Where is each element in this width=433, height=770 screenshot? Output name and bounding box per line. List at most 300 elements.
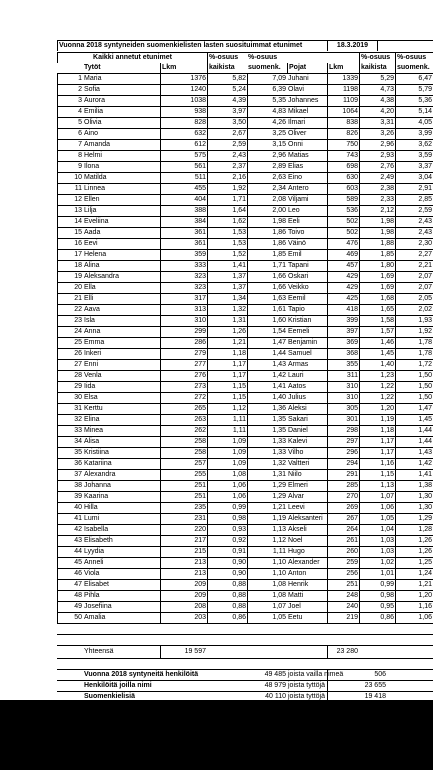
girl-pct-fi: 1,71 (247, 261, 287, 271)
rank: 32 (57, 415, 83, 425)
girl-count: 404 (160, 195, 207, 205)
boy-count: 240 (327, 602, 359, 612)
girl-count: 575 (160, 151, 207, 161)
boy-pct-all: 1,03 (359, 547, 395, 557)
boy-name: Lauri (288, 372, 304, 379)
girl-pct-fi: 3,15 (247, 140, 287, 150)
girl-count: 455 (160, 184, 207, 194)
rank: 50 (57, 613, 83, 623)
girl-name: Ellen (84, 196, 100, 203)
girl-pct-fi: 1,08 (247, 591, 287, 601)
rank: 23 (57, 316, 83, 326)
girl-pct-fi: 1,61 (247, 305, 287, 315)
rank: 19 (57, 272, 83, 282)
boy-count: 294 (327, 459, 359, 469)
girl-pct-all: 1,62 (207, 217, 247, 227)
girl-name: Pihla (84, 592, 100, 599)
table-row (57, 579, 433, 590)
boy-pct-fi: 1,93 (395, 316, 433, 326)
boy-pct-all: 5,29 (359, 74, 395, 84)
boy-count: 310 (327, 382, 359, 392)
girl-count: 323 (160, 272, 207, 282)
girl-pct-all: 1,64 (207, 206, 247, 216)
boy-pct-fi: 1,06 (395, 613, 433, 623)
girl-pct-fi: 2,63 (247, 173, 287, 183)
boy-count: 536 (327, 206, 359, 216)
table-row (57, 271, 433, 282)
boy-pct-fi: 2,43 (395, 217, 433, 227)
boy-pct-fi: 5,79 (395, 85, 433, 95)
boy-pct-fi: 5,14 (395, 107, 433, 117)
girl-pct-fi: 2,96 (247, 151, 287, 161)
girl-pct-fi: 1,36 (247, 404, 287, 414)
table-row (57, 491, 433, 502)
rank: 45 (57, 558, 83, 568)
girl-pct-fi: 1,29 (247, 492, 287, 502)
boy-name: Eemeli (288, 328, 310, 335)
rank: 15 (57, 228, 83, 238)
girl-pct-all: 1,11 (207, 415, 247, 425)
girl-pct-fi: 1,43 (247, 360, 287, 370)
girl-pct-fi: 1,35 (247, 426, 287, 436)
girl-name: Minea (84, 427, 104, 434)
girl-name: Alisa (84, 438, 100, 445)
table-row (57, 359, 433, 370)
boy-count: 219 (327, 613, 359, 623)
boy-name: Akseli (288, 526, 307, 533)
rank: 49 (57, 602, 83, 612)
girl-pct-fi: 1,41 (247, 382, 287, 392)
boy-pct-fi: 1,45 (395, 415, 433, 425)
girl-name: Aava (84, 306, 100, 313)
boy-pct-fi: 1,24 (395, 569, 433, 579)
rank: 26 (57, 349, 83, 359)
table-row (57, 513, 433, 524)
table-row (57, 403, 433, 414)
table-row (57, 216, 433, 227)
girl-count: 388 (160, 206, 207, 216)
boy-name: Aatos (288, 383, 306, 390)
girl-pct-all: 1,12 (207, 404, 247, 414)
boy-count: 259 (327, 558, 359, 568)
table-row (57, 150, 433, 161)
boy-count: 267 (327, 514, 359, 524)
table-row (57, 612, 433, 623)
header-kaikista-girls: kaikista (207, 63, 247, 73)
girl-pct-fi: 1,33 (247, 448, 287, 458)
girl-count: 286 (160, 338, 207, 348)
title-row (57, 40, 433, 52)
boy-pct-all: 1,20 (359, 404, 395, 414)
boy-pct-all: 1,57 (359, 327, 395, 337)
girl-count: 323 (160, 283, 207, 293)
boy-count: 298 (327, 426, 359, 436)
girl-pct-fi: 2,34 (247, 184, 287, 194)
rank: 47 (57, 580, 83, 590)
rank: 13 (57, 206, 83, 216)
boy-pct-fi: 1,25 (395, 558, 433, 568)
boy-name: Olavi (288, 86, 304, 93)
total-boys: 23 280 (327, 646, 359, 658)
boy-pct-all: 4,73 (359, 85, 395, 95)
girl-count: 273 (160, 382, 207, 392)
girl-count: 272 (160, 393, 207, 403)
girl-name: Enni (84, 361, 99, 368)
boy-pct-all: 2,96 (359, 140, 395, 150)
rank: 24 (57, 327, 83, 337)
girl-pct-fi: 1,19 (247, 514, 287, 524)
girl-name: Kerttu (84, 405, 103, 412)
girl-pct-fi: 1,66 (247, 283, 287, 293)
girl-count: 217 (160, 536, 207, 546)
table-row (57, 348, 433, 359)
girl-name: Aurora (84, 97, 106, 104)
boy-name: Kristian (288, 317, 312, 324)
girl-pct-all: 0,88 (207, 591, 247, 601)
girl-count: 213 (160, 569, 207, 579)
stat-note: joista tyttöjä (288, 693, 325, 700)
girl-name: Helmi (84, 152, 102, 159)
girl-pct-all: 1,71 (207, 195, 247, 205)
header-osuus-1: %-osuus (207, 53, 247, 63)
rank: 2 (57, 85, 83, 95)
table-row (57, 238, 433, 249)
black-bottom-bar (0, 700, 433, 770)
boy-count: 291 (327, 470, 359, 480)
header-suomenk-girls: suomenk. (248, 64, 281, 71)
boy-count: 248 (327, 591, 359, 601)
boy-pct-all: 2,33 (359, 195, 395, 205)
boy-pct-all: 1,01 (359, 569, 395, 579)
girl-name: Kaarina (84, 493, 109, 500)
table-row (57, 84, 433, 95)
girl-count: 220 (160, 525, 207, 535)
boy-name: Tapani (288, 262, 309, 269)
girl-count: 384 (160, 217, 207, 227)
girl-count: 1038 (160, 96, 207, 106)
boy-count: 589 (327, 195, 359, 205)
girl-count: 317 (160, 294, 207, 304)
girl-name: Ella (84, 284, 96, 291)
boy-count: 476 (327, 239, 359, 249)
boy-count: 1339 (327, 74, 359, 84)
stat-row (57, 680, 433, 691)
stat-label: Suomenkielisiä (84, 693, 135, 700)
girl-pct-all: 2,16 (207, 173, 247, 183)
girl-pct-fi: 1,98 (247, 217, 287, 227)
girl-pct-all: 2,67 (207, 129, 247, 139)
boy-count: 457 (327, 261, 359, 271)
boy-pct-fi: 1,78 (395, 349, 433, 359)
boy-pct-all: 1,05 (359, 514, 395, 524)
total-label: Yhteensä (84, 648, 114, 655)
boy-pct-all: 1,22 (359, 382, 395, 392)
girl-count: 828 (160, 118, 207, 128)
girl-pct-all: 1,37 (207, 272, 247, 282)
boy-pct-fi: 1,21 (395, 580, 433, 590)
girl-count: 209 (160, 591, 207, 601)
rank: 48 (57, 591, 83, 601)
girl-pct-fi: 1,42 (247, 371, 287, 381)
boy-pct-all: 1,23 (359, 371, 395, 381)
girl-pct-all: 1,06 (207, 481, 247, 491)
girl-pct-fi: 3,25 (247, 129, 287, 139)
stat-total: 49 485 (264, 671, 286, 678)
girl-pct-all: 0,86 (207, 613, 247, 623)
girl-count: 511 (160, 173, 207, 183)
girl-pct-all: 1,08 (207, 470, 247, 480)
girl-name: Josefiina (84, 603, 112, 610)
rank: 34 (57, 437, 83, 447)
boy-pct-all: 0,95 (359, 602, 395, 612)
girl-name: Eveliina (84, 218, 109, 225)
girl-count: 612 (160, 140, 207, 150)
rank: 31 (57, 404, 83, 414)
girl-count: 255 (160, 470, 207, 480)
boy-pct-fi: 2,07 (395, 272, 433, 282)
rank: 25 (57, 338, 83, 348)
girl-pct-fi: 1,86 (247, 228, 287, 238)
boy-pct-fi: 3,04 (395, 173, 433, 183)
boy-name: Eemil (288, 295, 306, 302)
rank: 11 (57, 184, 83, 194)
girl-count: 632 (160, 129, 207, 139)
names-spreadsheet (57, 40, 433, 738)
boy-name: Onni (288, 141, 303, 148)
boy-pct-all: 1,02 (359, 558, 395, 568)
girl-pct-fi: 6,39 (247, 85, 287, 95)
boy-pct-fi: 1,30 (395, 503, 433, 513)
boy-name: Hugo (288, 548, 305, 555)
stat-label: Henkilöitä joilla nimi (84, 682, 152, 689)
boy-count: 826 (327, 129, 359, 139)
girl-pct-fi: 1,63 (247, 294, 287, 304)
table-row (57, 172, 433, 183)
boy-pct-all: 1,45 (359, 349, 395, 359)
girl-pct-fi: 1,07 (247, 602, 287, 612)
table-row (57, 128, 433, 139)
boy-name: Emil (288, 251, 302, 258)
girl-count: 938 (160, 107, 207, 117)
rank: 12 (57, 195, 83, 205)
boy-count: 264 (327, 525, 359, 535)
boy-pct-all: 1,69 (359, 283, 395, 293)
boy-pct-all: 0,99 (359, 580, 395, 590)
boy-name: Henrik (288, 581, 309, 588)
boy-count: 368 (327, 349, 359, 359)
boy-name: Julius (288, 394, 306, 401)
girl-pct-fi: 1,40 (247, 393, 287, 403)
header-lkm-boys: Lkm (327, 63, 359, 73)
table-row (57, 260, 433, 271)
boy-pct-all: 1,15 (359, 470, 395, 480)
table-row (57, 304, 433, 315)
boy-pct-all: 2,76 (359, 162, 395, 172)
boy-pct-all: 1,46 (359, 338, 395, 348)
girl-name: Elli (84, 295, 94, 302)
boy-count: 297 (327, 437, 359, 447)
girl-pct-fi: 1,44 (247, 349, 287, 359)
girl-pct-all: 0,99 (207, 503, 247, 513)
girl-pct-all: 5,82 (207, 74, 247, 84)
girl-count: 277 (160, 360, 207, 370)
girl-pct-fi: 1,32 (247, 459, 287, 469)
girl-pct-all: 0,90 (207, 569, 247, 579)
girl-pct-all: 1,26 (207, 327, 247, 337)
boy-count: 750 (327, 140, 359, 150)
rank: 6 (57, 129, 83, 139)
girl-pct-fi: 1,33 (247, 437, 287, 447)
boy-pct-fi: 2,91 (395, 184, 433, 194)
boy-pct-fi: 6,47 (395, 74, 433, 84)
header-suomenk-boys: suomenk. (395, 63, 433, 73)
girl-name: Viola (84, 570, 100, 577)
boy-pct-fi: 1,44 (395, 437, 433, 447)
girl-count: 359 (160, 250, 207, 260)
boy-name: Eetu (288, 614, 303, 621)
boy-name: Eeli (288, 218, 300, 225)
girl-count: 209 (160, 580, 207, 590)
stat-label: Vuonna 2018 syntyneitä henkilöitä (84, 671, 199, 678)
boy-count: 270 (327, 492, 359, 502)
boy-pct-fi: 1,72 (395, 360, 433, 370)
girl-pct-fi: 2,08 (247, 195, 287, 205)
girl-name: Eevi (84, 240, 98, 247)
girl-count: 265 (160, 404, 207, 414)
boy-name: Eino (288, 174, 303, 181)
rank: 8 (57, 151, 83, 161)
girl-pct-fi: 1,66 (247, 272, 287, 282)
header-kaikista-boys: kaikista (359, 63, 395, 73)
boy-pct-fi: 5,36 (395, 96, 433, 106)
boy-name: Alvar (288, 493, 304, 500)
boy-name: Samuel (288, 350, 312, 357)
boy-name: Veikko (288, 284, 309, 291)
boy-pct-fi: 1,43 (395, 448, 433, 458)
girl-pct-fi: 1,10 (247, 558, 287, 568)
boy-pct-fi: 1,47 (395, 404, 433, 414)
girl-name: Katariina (84, 460, 112, 467)
girl-count: 208 (160, 602, 207, 612)
header-row-2 (57, 63, 433, 73)
table-row (57, 480, 433, 491)
boy-pct-all: 2,93 (359, 151, 395, 161)
rank: 33 (57, 426, 83, 436)
girl-name: Aino (84, 130, 99, 137)
boy-pct-all: 3,26 (359, 129, 395, 139)
rank: 20 (57, 283, 83, 293)
girl-name: Aada (84, 229, 101, 236)
boy-pct-fi: 2,30 (395, 239, 433, 249)
stat-total: 48 979 (264, 682, 286, 689)
girl-count: 213 (160, 558, 207, 568)
boy-count: 1109 (327, 96, 359, 106)
boy-pct-all: 1,04 (359, 525, 395, 535)
girl-pct-all: 1,09 (207, 459, 247, 469)
table-row (57, 326, 433, 337)
girl-count: 235 (160, 503, 207, 513)
stat-row (57, 669, 433, 680)
boy-count: 261 (327, 536, 359, 546)
boy-name: Matias (288, 152, 309, 159)
boy-name: Väinö (288, 240, 306, 247)
boy-name: Aleksanteri (288, 515, 323, 522)
boy-pct-fi: 1,30 (395, 492, 433, 502)
rank: 44 (57, 547, 83, 557)
girl-pct-all: 3,50 (207, 118, 247, 128)
stat-value: 23 655 (327, 681, 387, 691)
rank: 30 (57, 393, 83, 403)
table-row (57, 227, 433, 238)
girl-count: 262 (160, 426, 207, 436)
girl-name: Maria (84, 75, 102, 82)
boy-count: 429 (327, 272, 359, 282)
boy-count: 429 (327, 283, 359, 293)
girl-count: 313 (160, 305, 207, 315)
boy-pct-all: 1,19 (359, 415, 395, 425)
table-row (57, 392, 433, 403)
boy-pct-fi: 1,44 (395, 426, 433, 436)
rank: 40 (57, 503, 83, 513)
girl-pct-all: 1,21 (207, 338, 247, 348)
boy-name: Alexander (288, 559, 320, 566)
girl-name: Iida (84, 383, 96, 390)
table-row (57, 557, 433, 568)
boy-pct-all: 1,65 (359, 305, 395, 315)
boy-pct-all: 1,68 (359, 294, 395, 304)
boy-pct-fi: 2,27 (395, 250, 433, 260)
girl-name: Ilona (84, 163, 100, 170)
table-row (57, 535, 433, 546)
boy-count: 418 (327, 305, 359, 315)
girl-count: 258 (160, 448, 207, 458)
boy-pct-all: 1,17 (359, 437, 395, 447)
stat-value: 19 418 (327, 692, 387, 702)
boy-name: Sakari (288, 416, 308, 423)
boy-pct-fi: 3,59 (395, 151, 433, 161)
header-boys: Pojat (287, 63, 327, 73)
rank: 4 (57, 107, 83, 117)
boy-count: 743 (327, 151, 359, 161)
girl-pct-all: 1,15 (207, 393, 247, 403)
boy-count: 305 (327, 404, 359, 414)
boy-pct-fi: 1,50 (395, 382, 433, 392)
girl-name: Linnea (84, 185, 106, 192)
boy-pct-all: 1,07 (359, 492, 395, 502)
boy-count: 296 (327, 448, 359, 458)
header-osuus-2: %-osuus (248, 54, 278, 61)
girl-pct-fi: 1,11 (247, 547, 287, 557)
boy-pct-fi: 3,62 (395, 140, 433, 150)
rank: 3 (57, 96, 83, 106)
boy-pct-fi: 2,43 (395, 228, 433, 238)
girl-pct-all: 1,53 (207, 239, 247, 249)
boy-name: Antero (288, 185, 309, 192)
girl-pct-fi: 7,09 (247, 74, 287, 84)
girl-name: Lyydia (84, 548, 104, 555)
girl-pct-all: 0,98 (207, 514, 247, 524)
boy-name: Leevi (288, 504, 305, 511)
girl-name: Kristiina (84, 449, 109, 456)
boy-pct-fi: 1,16 (395, 602, 433, 612)
sheet-date: 18.3.2019 (327, 41, 377, 51)
girl-pct-fi: 1,35 (247, 415, 287, 425)
rank: 16 (57, 239, 83, 249)
boy-count: 399 (327, 316, 359, 326)
boy-count: 369 (327, 338, 359, 348)
boy-name: Oskari (288, 273, 309, 280)
girl-pct-all: 1,34 (207, 294, 247, 304)
